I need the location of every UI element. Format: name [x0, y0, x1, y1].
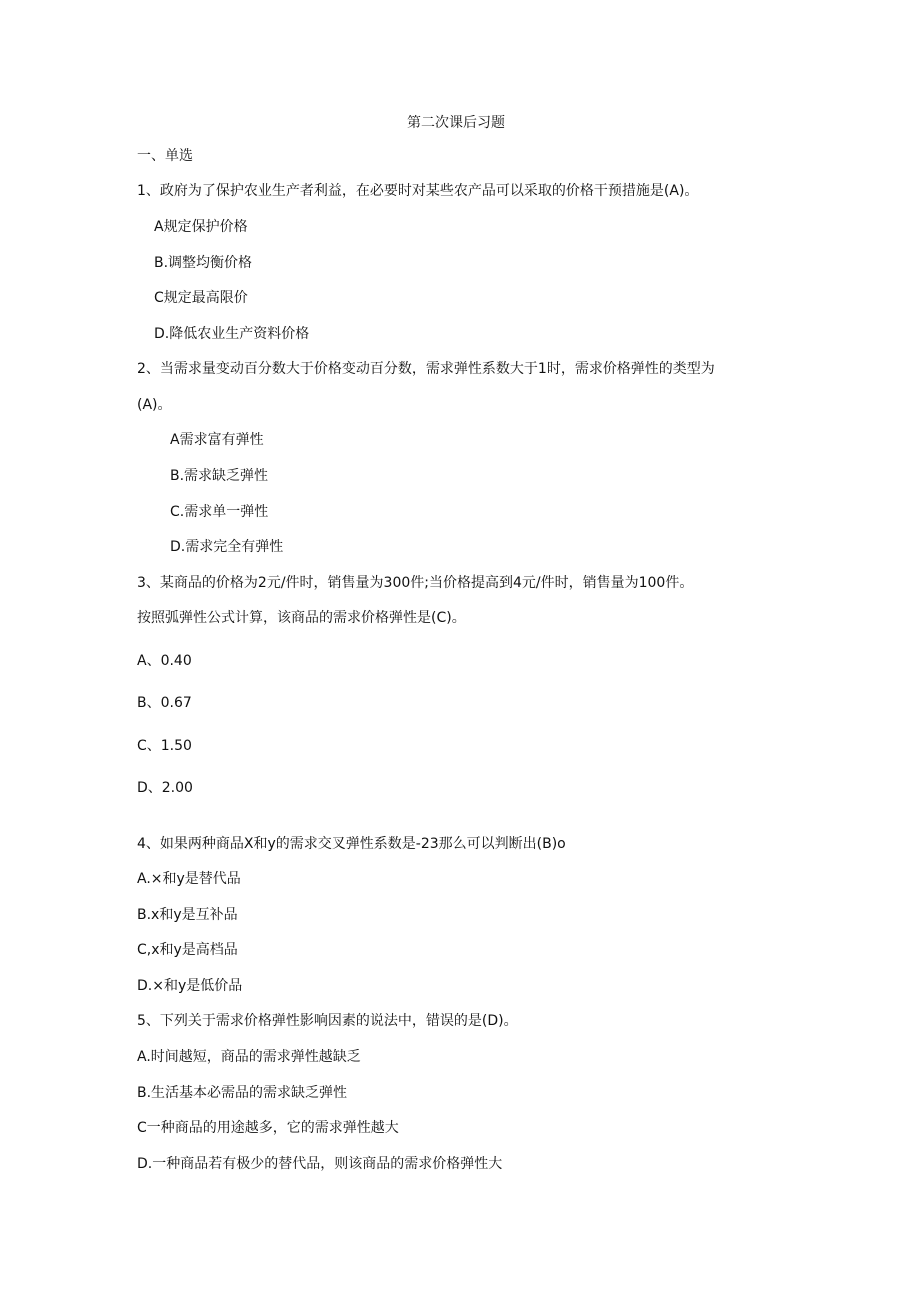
question-3-option-b: B、0.67	[137, 695, 192, 711]
page-title: 第二次课后习题	[407, 115, 505, 131]
question-2-stem-line1: 2、当需求量变动百分数大于价格变动百分数，需求弹性系数大于1时，需求价格弹性的类型为	[137, 361, 715, 377]
question-1-option-b: B.调整均衡价格	[154, 255, 253, 271]
question-4-option-c: C,x和y是高档品	[137, 942, 238, 958]
question-2-option-b: B.需求缺乏弹性	[170, 468, 269, 484]
question-2-stem-line2: (A)。	[137, 397, 172, 413]
section-heading: 一、单选	[137, 148, 193, 164]
question-1-stem: 1、政府为了保护农业生产者利益，在必要时对某些农产品可以采取的价格干预措施是(A)。	[137, 183, 699, 199]
question-4-option-b: B.x和y是互补品	[137, 907, 238, 923]
question-2-option-d: D.需求完全有弹性	[170, 539, 284, 555]
question-2-option-a: A需求富有弹性	[170, 432, 264, 448]
question-3-stem-line1: 3、某商品的价格为2元/件时，销售量为300件;当价格提高到4元/件时，销售量为100件。	[137, 575, 694, 591]
question-5-option-c: C一种商品的用途越多，它的需求弹性越大	[137, 1120, 399, 1136]
question-5-option-b: B.生活基本必需品的需求缺乏弹性	[137, 1085, 348, 1101]
question-2-option-c: C.需求单一弹性	[170, 504, 269, 520]
question-3-stem-line2: 按照弧弹性公式计算，该商品的需求价格弹性是(C)。	[137, 610, 466, 626]
question-4-stem: 4、如果两种商品X和y的需求交叉弹性系数是-23那么可以判断出(B)o	[137, 836, 566, 852]
question-3-option-d: D、2.00	[137, 780, 193, 796]
question-4-option-d: D.×和y是低价品	[137, 978, 243, 994]
question-1-option-a: A规定保护价格	[154, 219, 248, 235]
question-5-option-a: A.时间越短，商品的需求弹性越缺乏	[137, 1049, 361, 1065]
question-5-option-d: D.一种商品若有极少的替代品，则该商品的需求价格弹性大	[137, 1156, 503, 1172]
question-1-option-d: D.降低农业生产资料价格	[154, 326, 310, 342]
question-3-option-a: A、0.40	[137, 653, 192, 669]
question-5-stem: 5、下列关于需求价格弹性影响因素的说法中，错误的是(D)。	[137, 1013, 518, 1029]
question-3-option-c: C、1.50	[137, 738, 192, 754]
question-1-option-c: C规定最高限价	[154, 290, 248, 306]
question-4-option-a: A.×和y是替代品	[137, 871, 241, 887]
